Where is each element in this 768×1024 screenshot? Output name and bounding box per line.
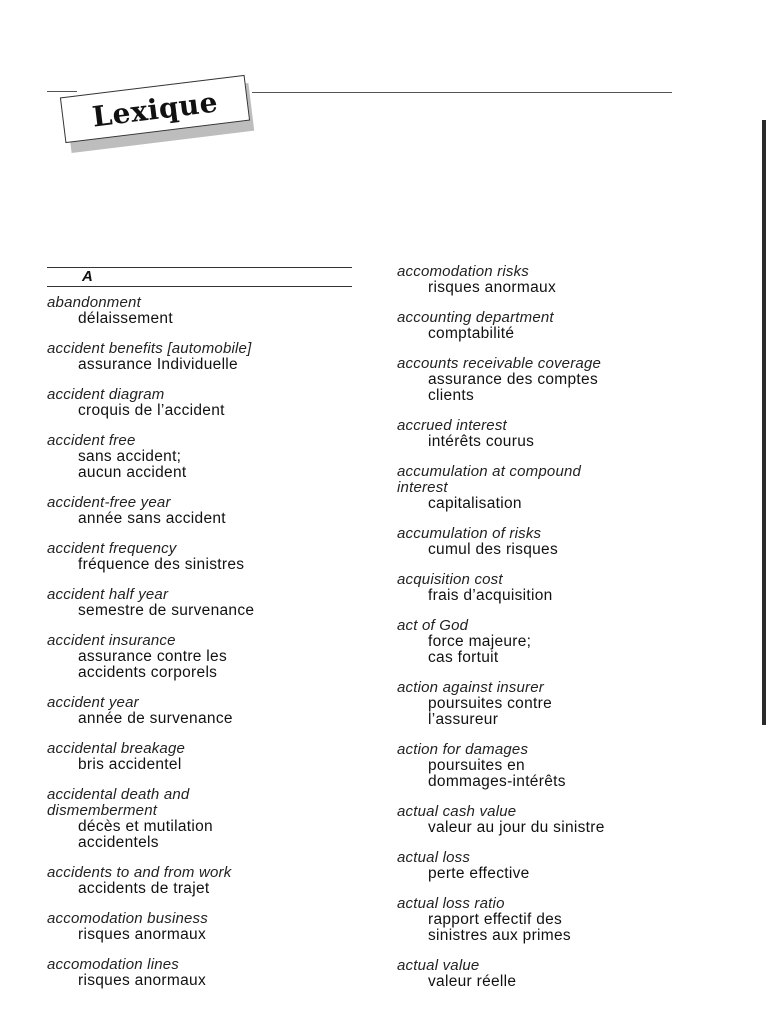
glossary-entry [397,310,727,342]
entry-translation: assurance Individuelle [78,356,238,373]
entry-term: accrued interest [397,417,507,434]
entry-term: acquisition cost [397,571,503,588]
entry-term: dismemberment [47,802,158,819]
glossary-entry [47,695,367,727]
entry-translation: bris accidentel [78,756,182,773]
entry-translation: cumul des risques [428,541,559,558]
entry-term: accident half year [47,586,169,603]
entry-term: actual loss ratio [397,895,505,912]
glossary-entry [47,387,367,419]
entry-term: action against insurer [397,679,544,696]
entry-term: accident insurance [47,632,176,649]
glossary-entry [47,295,367,327]
entry-term: actual value [397,957,480,974]
entry-translation: poursuites contre [428,695,552,712]
entry-term: interest [397,479,448,496]
entry-translation: l’assureur [428,711,499,728]
entry-translation: frais d’acquisition [428,587,553,604]
entry-translation: accidentels [78,834,159,851]
entry-term: accident year [47,694,139,711]
right-column [397,264,727,1004]
glossary-entry [397,680,727,728]
entry-translation: risques anormaux [428,279,556,296]
glossary-entry [47,633,367,681]
glossary-entry [47,911,367,943]
glossary-entry [397,526,727,558]
left-column [47,295,367,1003]
glossary-entry [397,418,727,450]
page-title: Lexique [90,84,220,134]
entry-translation: perte effective [428,865,530,882]
glossary-entry [397,742,727,790]
glossary-entry [47,341,367,373]
glossary-entry [47,541,367,573]
entry-translation: cas fortuit [428,649,499,666]
entry-term: accounting department [397,309,554,326]
entry-translation: accidents corporels [78,664,218,681]
entry-translation: décès et mutilation [78,818,213,835]
entry-translation: valeur au jour du sinistre [428,819,605,836]
page-edge-shadow [762,120,766,725]
glossary-entry [47,957,367,989]
glossary-entry [397,572,727,604]
glossary-entry [397,264,727,296]
entry-translation: force majeure; [428,633,532,650]
entry-translation: croquis de l’accident [78,402,225,419]
entry-term: accomodation lines [47,956,180,973]
entry-term: act of God [397,617,469,634]
entry-translation: sinistres aux primes [428,927,571,944]
entry-translation: fréquence des sinistres [78,556,245,573]
entry-translation: accidents de trajet [78,880,210,897]
entry-translation: comptabilité [428,325,515,342]
entry-translation: délaissement [78,310,173,327]
entry-term: abandonment [47,294,141,311]
header-rule-right [252,92,672,93]
entry-term: accident benefits [automobile] [47,340,252,357]
entry-term: accounts receivable coverage [397,355,602,372]
header-rule-left [47,91,77,92]
glossary-entry [397,804,727,836]
entry-translation: aucun accident [78,464,187,481]
entry-term: accidents to and from work [47,864,232,881]
glossary-entry [397,958,727,990]
entry-translation: année sans accident [78,510,226,527]
entry-translation: assurance contre les [78,648,228,665]
entry-translation: valeur réelle [428,973,517,990]
entry-term: action for damages [397,741,529,758]
glossary-entry [47,865,367,897]
entry-term: actual loss [397,849,471,866]
entry-translation: année de survenance [78,710,233,727]
entry-translation: risques anormaux [78,972,206,989]
glossary-entry [47,787,367,851]
glossary-entry [47,741,367,773]
glossary-entry [47,433,367,481]
entry-translation: rapport effectif des [428,911,563,928]
entry-translation: poursuites en [428,757,525,774]
entry-translation: semestre de survenance [78,602,255,619]
glossary-entry [47,495,367,527]
glossary-entry [397,850,727,882]
entry-term: accident-free year [47,494,171,511]
entry-translation: dommages-intérêts [428,773,566,790]
entry-term: accidental death and [47,786,190,803]
entry-term: accident free [47,432,136,449]
glossary-entry [397,896,727,944]
entry-term: accidental breakage [47,740,186,757]
entry-term: accident diagram [47,386,165,403]
entry-term: accumulation of risks [397,525,542,542]
glossary-entry [397,618,727,666]
entry-term: actual cash value [397,803,517,820]
section-letter: A [82,268,93,285]
entry-translation: capitalisation [428,495,522,512]
entry-term: accumulation at compound [397,463,582,480]
entry-term: accomodation business [47,910,208,927]
entry-translation: intérêts courus [428,433,535,450]
entry-translation: clients [428,387,475,404]
glossary-entry [397,356,727,404]
entry-translation: risques anormaux [78,926,206,943]
glossary-entry [397,464,727,512]
entry-term: accomodation risks [397,263,529,280]
entry-translation: assurance des comptes [428,371,598,388]
entry-term: accident frequency [47,540,177,557]
entry-translation: sans accident; [78,448,182,465]
section-rule-bottom [47,286,352,287]
glossary-entry [47,587,367,619]
